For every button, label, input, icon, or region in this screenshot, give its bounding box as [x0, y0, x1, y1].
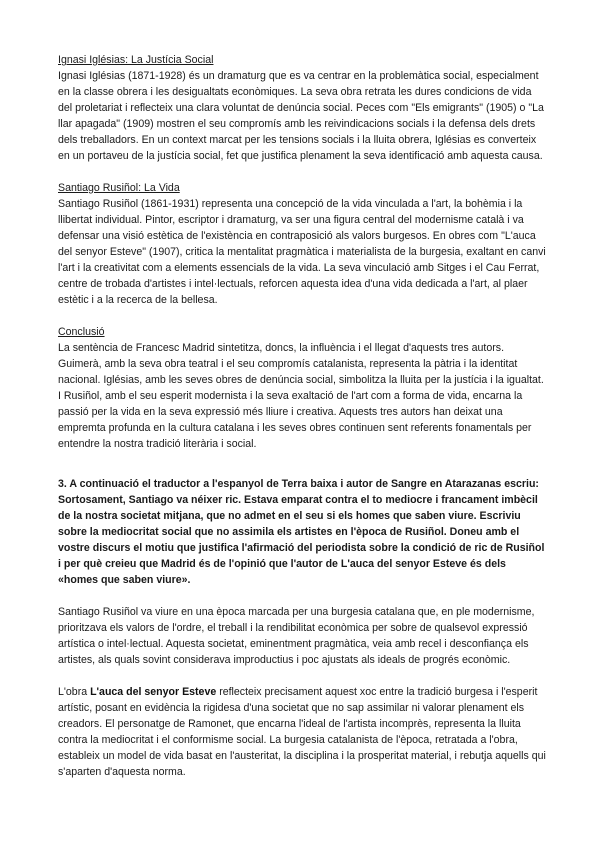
spacer [58, 308, 546, 324]
spacer [58, 452, 546, 476]
question-heading: 3. A continuació el traductor a l'espanyol de Terra baixa i autor de Sangre en Atarazanas escriu: [58, 478, 539, 490]
spacer [58, 668, 546, 684]
section-title-iglesias: Ignasi Iglésias: La Justícia Social [58, 54, 214, 66]
work-title-auca: L'auca del senyor Esteve [90, 686, 217, 698]
document-page [58, 52, 546, 780]
answer-paragraph-2-prefix: L'obra [58, 686, 91, 698]
answer-paragraph-1: Santiago Rusiñol va viure en una època marcada per una burgesia catalana que, en ple modernisme, prioritzava els valors de l'ordre, el treball i la rendibilitat econòmica per sobre de qualsevol expressió artística o intel·lectual. Aquesta societat, eminentment pragmàtica, veia amb recel i desconfiança els artistes, als quals sovint considerava improductius i poc ajustats als ideals de progrés econòmic. [58, 606, 535, 666]
answer-paragraph-2-rest: reflecteix precisament aquest xoc entre la tradició burgesa i l'esperit artístic, posant en evidència la rigidesa d'una societat que no sap assimilar ni valorar plenament els creadors. El personatge de Ramonet, que encarna l'ideal de l'artista incomprès, representa la lluita contra la mediocritat i el conformisme social. La burgesia catalanista de l'època, retratada a l'obra, estableix un model de vida basat en l'austeritat, la disciplina i la prosperitat material, i rebutja aquells qui s'aparten d'aquesta norma. [58, 686, 546, 778]
spacer [58, 164, 546, 180]
section-text-iglesias: Ignasi Iglésias (1871-1928) és un dramaturg que es va centrar en la problemàtica social, especialment en la classe obrera i les desigualtats econòmiques. La seva obra retrata les dures condicions de vida del proletariat i reflecteix una clara voluntat de denúncia social. Peces com "Els emigrants" (1905) o "La llar apagada" (1909) mostren el seu compromís amb les reivindicacions socials i la defensa dels drets dels treballadors. En un context marcat per les tensions socials i la lluita obrera, Iglésias es converteix en un portaveu de la justícia social, fet que justifica plenament la seva identificació amb aquesta causa. [58, 70, 544, 162]
section-title-conclusio: Conclusió [58, 326, 105, 338]
section-text-conclusio: La sentència de Francesc Madrid sintetitza, doncs, la influència i el llegat d'aquests tres autors. Guimerà, amb la seva obra teatral i el seu compromís catalanista, representa la pàtria i la identitat nacional. Iglésias, amb les seves obres de denúncia social, simbolitza la lluita per la justícia i la igualtat. I Rusiñol, amb el seu esperit modernista i la seva exaltació de l'art com a forma de vida, encarna la passió per la vida en la seva expressió més lliure i creativa. Aquests tres autors han deixat una empremta profunda en la cultura catalana i les seves obres continuen sent referents fonamentals per entendre la nostra tradició literària i social. [58, 342, 544, 450]
spacer [58, 588, 546, 604]
answer-paragraph-2 [58, 684, 546, 780]
section-text-rusinol: Santiago Rusiñol (1861-1931) representa una concepció de la vida vinculada a l'art, la bohèmia i la llibertat individual. Pintor, escriptor i dramaturg, va ser una figura central del modernisme català i va defensar una visió estètica de l'existència en contraposició als valors burgesos. En obres com "L'auca del senyor Esteve" (1907), critica la mentalitat pragmàtica i materialista de la burgesia, exaltant en canvi l'art i la creativitat com a elements essencials de la vida. La seva vinculació amb Sitges i el Cau Ferrat, centre de trobada d'artistes i intel·lectuals, reforcen aquesta idea d'una vida dedicada a l'art, al plaer estètic i a la recerca de la bellesa. [58, 198, 546, 306]
section-title-rusinol: Santiago Rusiñol: La Vida [58, 182, 180, 194]
question-body: Sortosament, Santiago va néixer ric. Estava emparat contra el to mediocre i francament imbècil de la nostra societat mitjana, que no admet en el seu si els homes que saben viure. Escriviu sobre la mediocritat social que no assimila els artistes en l'època de Rusiñol. Doneu amb el vostre discurs el motiu que justifica l'afirmació del periodista sobre la condició de ric de Rusiñol i per què creieu que Madrid és de l'opinió que l'autor de L'auca del senyor Esteve és dels «homes que saben viure». [58, 494, 545, 586]
